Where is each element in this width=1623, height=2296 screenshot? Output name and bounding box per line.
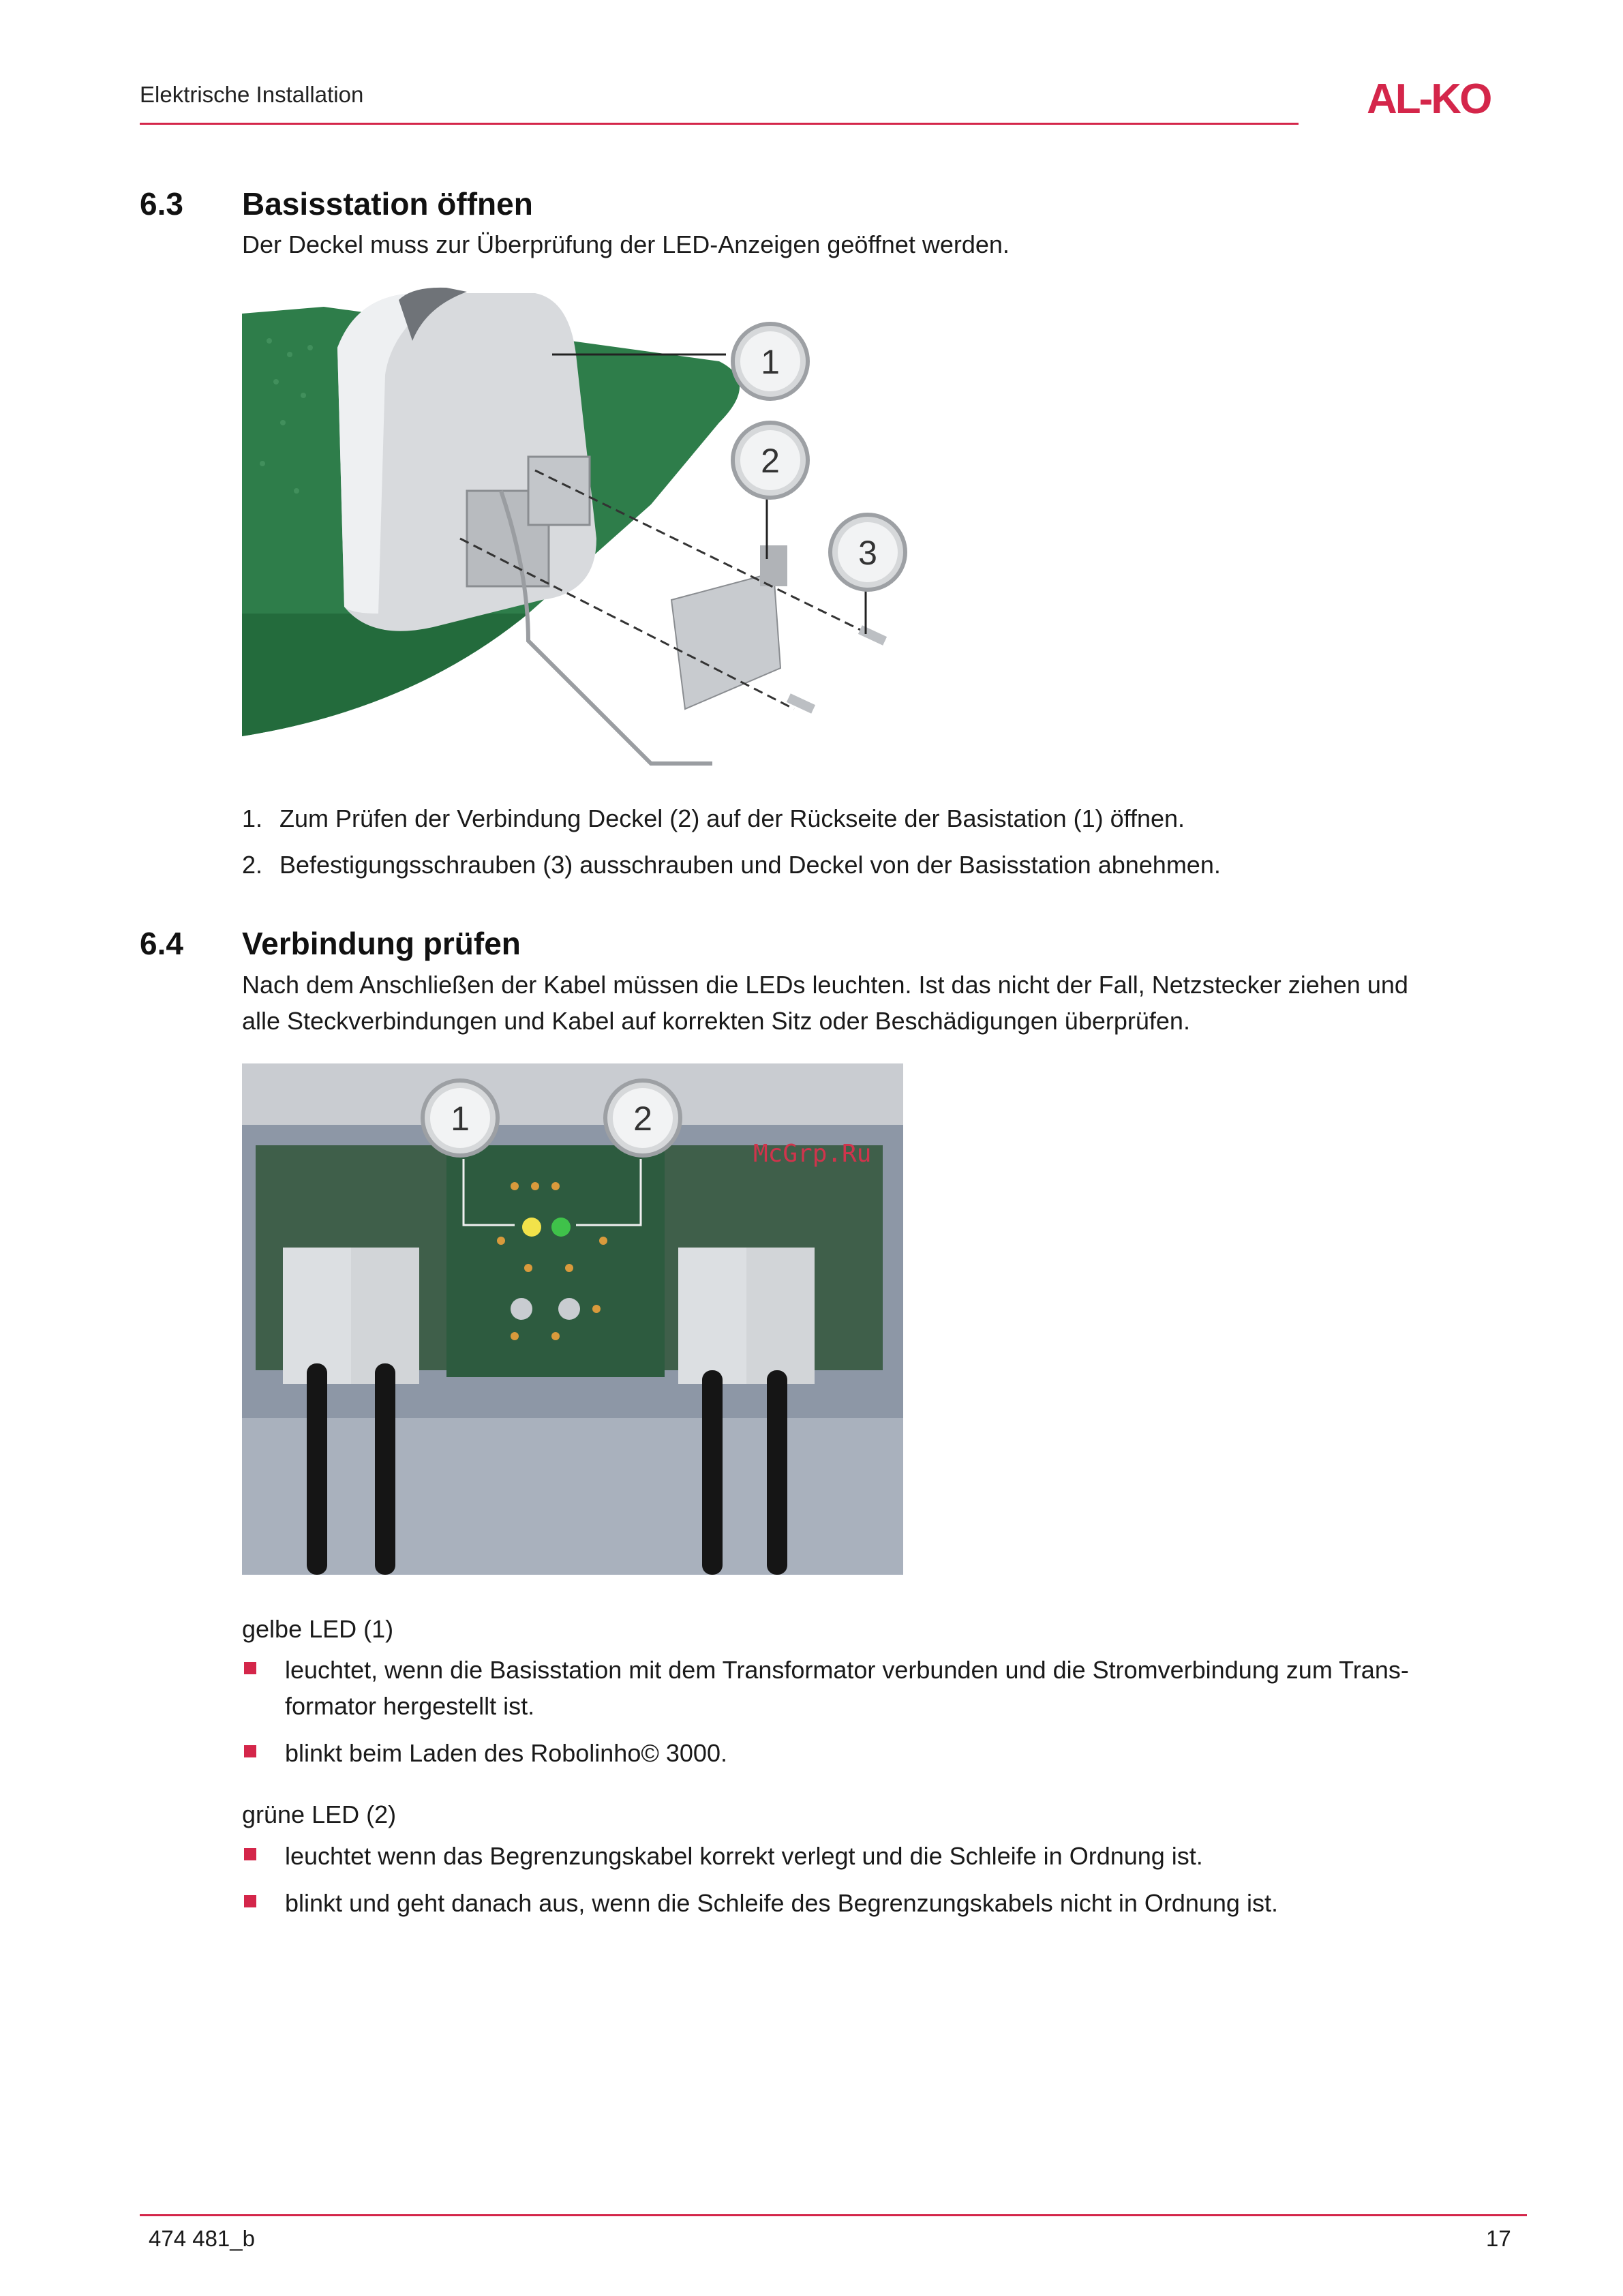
callout-1-icon: [733, 324, 808, 399]
header-rule: [140, 123, 1299, 125]
green-led-icon: [551, 1218, 571, 1237]
step-text: Befestigungsschrauben (3) ausschrauben und Deckel von der Basisstation abnehmen.: [279, 851, 1221, 879]
svg-text:AL-KO: AL-KO: [1367, 76, 1491, 120]
svg-text:2: 2: [761, 442, 780, 480]
running-header: Elektrische Installation: [140, 82, 364, 107]
svg-text:3: 3: [858, 534, 877, 572]
callout-2-icon: [733, 423, 808, 498]
document-number: 474 481_b: [149, 2226, 255, 2251]
footer-rule: [140, 2214, 1527, 2216]
bullet-text: leuchtet wenn das Begrenzungskabel korrekt verlegt und die Schleife in Ordnung ist.: [285, 1842, 1203, 1870]
callout-3-icon: [830, 515, 905, 590]
bullet-icon: [244, 1745, 256, 1757]
green-led-heading: grüne LED (2): [242, 1800, 397, 1828]
bullet-text-cont: formator hergestellt ist.: [285, 1692, 535, 1720]
yellow-led-heading: gelbe LED (1): [242, 1615, 394, 1643]
yellow-led-icon: [522, 1218, 541, 1237]
bullet-icon: [244, 1662, 256, 1674]
watermark-text: McGrp.Ru: [753, 1140, 872, 1168]
bullet-icon: [244, 1895, 256, 1907]
bullet-text: blinkt beim Laden des Robolinho© 3000.: [285, 1739, 727, 1767]
section-title: Verbindung prüfen: [242, 926, 521, 961]
svg-text:2: 2: [633, 1100, 652, 1138]
step-number: 1.: [242, 804, 263, 832]
section-number: 6.4: [140, 926, 183, 961]
section-title: Basisstation öffnen: [242, 186, 533, 222]
bullet-text: leuchtet, wenn die Basisstation mit dem Transformator verbunden und die Stromverbindung zum Trans-: [285, 1656, 1409, 1684]
svg-text:1: 1: [761, 343, 780, 381]
brand-logo: [1367, 75, 1523, 120]
base-station-illustration: [242, 286, 937, 798]
section-intro-line: Nach dem Anschließen der Kabel müssen die LEDs leuchten. Ist das nicht der Fall, Netzstecker ziehen und: [242, 971, 1408, 999]
callout-1-icon: [423, 1081, 498, 1155]
page-number: 17: [1486, 2226, 1511, 2251]
bullet-text: blinkt und geht danach aus, wenn die Schleife des Begrenzungskabels nicht in Ordnung ist.: [285, 1889, 1278, 1917]
step-number: 2.: [242, 851, 263, 879]
section-intro-line: alle Steckverbindungen und Kabel auf korrekten Sitz oder Beschädigungen überprüfen.: [242, 1007, 1190, 1035]
section-number: 6.3: [140, 186, 183, 222]
svg-text:1: 1: [451, 1100, 470, 1138]
bullet-icon: [244, 1848, 256, 1860]
callout-2-icon: [605, 1081, 680, 1155]
section-intro: Der Deckel muss zur Überprüfung der LED-Anzeigen geöffnet werden.: [242, 230, 1010, 258]
step-text: Zum Prüfen der Verbindung Deckel (2) auf der Rückseite der Basistation (1) öffnen.: [279, 804, 1185, 832]
